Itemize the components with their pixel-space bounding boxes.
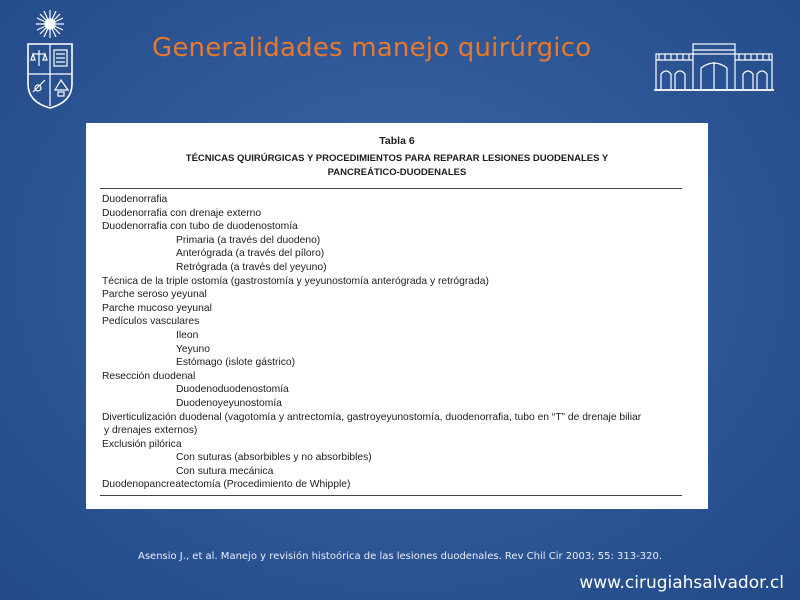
table-row: Exclusión pilórica [102,438,182,450]
table-row: Duodenoyeyunostomía [176,397,282,409]
table-heading-line-1: TÉCNICAS QUIRÚRGICAS Y PROCEDIMIENTOS PARA REPARAR LESIONES DUODENALES Y [185,153,609,164]
table-row: Yeyuno [176,343,210,355]
slide-title: Generalidades manejo quirúrgico [152,33,592,63]
table-row: Parche seroso yeyunal [102,289,207,301]
table-card [86,123,708,509]
table-row: Anterógrada (a través del píloro) [176,248,325,260]
table-row: Parche mucoso yeyunal [102,302,212,314]
table-row: Técnica de la triple ostomía (gastrostomía y yeyunostomía anterógrada y retrógrada) [102,275,489,287]
table-row: Duodenorrafia con tubo de duodenostomía [102,221,298,233]
table-row: Diverticulización duodenal (vagotomía y antrectomía, gastroyeyunostomía, duodenorrafia, tubo en “T” de drenaje biliar [102,411,642,423]
table-row: Duodenopancreatectomía (Procedimiento de Whipple) [102,479,351,491]
table-heading [86,152,708,179]
table-row: Duodenorrafia con drenaje externo [102,207,262,219]
table-rows [102,193,688,492]
table-label: Tabla 6 [379,135,415,147]
table-row: Con sutura mecánica [176,465,274,477]
table-row: Primaria (a través del duodeno) [176,234,321,246]
citation: Asensio J., et al. Manejo y revisión histoórica de las lesiones duodenales. Rev Chil Cir 2003; 55: 313-320. [137,551,663,562]
table-row: y drenajes externos) [104,425,198,437]
table-row: Con suturas (absorbibles y no absorbibles) [176,452,372,464]
table-row: Retrógrada (a través del yeyuno) [176,261,327,273]
table-row: Estómago (islote gástrico) [176,357,296,369]
table-row: Pedículos vasculares [102,316,200,328]
table-top-rule [100,188,682,189]
website-url: www.cirugiahsalvador.cl [579,573,784,593]
table-heading-line-2: PANCREÁTICO-DUODENALES [327,166,467,178]
table-row: Duodenorrafia [102,194,168,205]
table-bottom-rule [100,495,682,496]
table-row: Resección duodenal [102,370,196,382]
table-row: Duodenoduodenostomía [176,384,289,396]
university-crest-icon [24,8,76,110]
table-row: Ileon [176,329,199,341]
hospital-building-icon [653,40,775,92]
